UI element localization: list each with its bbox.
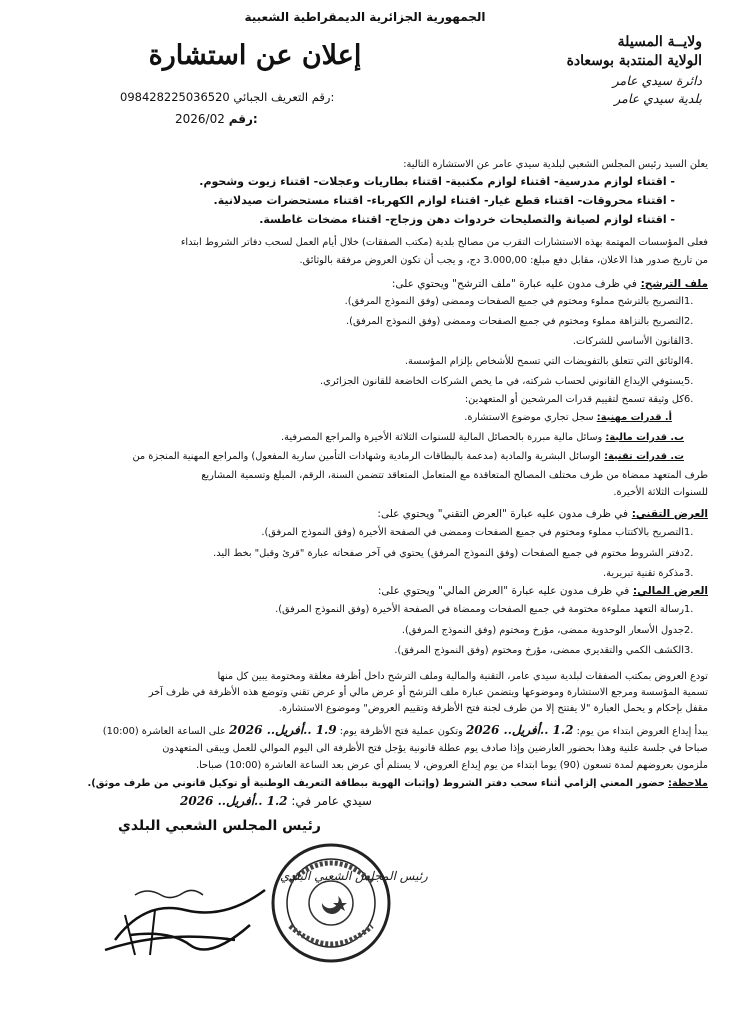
candidature-item-6-text: كل وثيقة تسمح لتقييم قدرات المرشحين أو المتعهدين:: [464, 394, 684, 405]
president-title: رئيس المجلس الشعبي البلدي: [118, 818, 321, 834]
candidature-item-1-text: التصريح بالترشح مملوء ومختوم في جميع الصفحات وممضى (وفق النموذج المرفق).: [344, 296, 684, 307]
financial-heading: [378, 585, 708, 597]
technical-heading-label: العرض التقني:: [631, 508, 708, 520]
item-line-3: - اقتناء لوازم لصيانة والتصليحات خردوات دهن وزجاج- اقتناء مضخات غاطسة.: [259, 213, 675, 226]
capacity-technical-cont-1: طرف المتعهد ممضاة من طرف مختلف المصالح المتعاقدة مع المتعامل المتعاقد تتضمن السنة، الرقم، المبلغ وتسمية المشاريع: [201, 470, 708, 481]
invite-line-1: فعلى المؤسسات المهتمة بهذه الاستشارات التقرب من مصالح بلدية (مكتب الصفقات) خلال أيام العمل لسحب دفاتر الشروط ابتداء: [180, 237, 708, 248]
schedule-start-date: 1.2 ..أفريل.. 2026: [465, 723, 574, 737]
item-line-1: - اقتناء لوازم مدرسية- اقتناء لوازم مكتبية- اقتناء بطاريات وعجلات- اقتناء زيوت وشحوم.: [199, 175, 675, 188]
schedule-line-1: [103, 724, 708, 738]
schedule-opening-date: 1.9 ..أفريل.. 2026: [229, 723, 337, 737]
reference-number: [175, 112, 258, 126]
wilaya-name: ولايــة المسيلة: [617, 34, 702, 50]
reference-number-label: رقم:: [228, 112, 258, 126]
candidature-heading: [392, 278, 708, 290]
note-line: [88, 777, 709, 790]
capacity-professional: [464, 412, 672, 423]
schedule-opening-text: وتكون عملية فتح الأظرفة يوم:: [339, 726, 463, 737]
schedule-line-2: صباحا في جلسة علنية وهذا بحضور العارضين وإذا صادف يوم عطلة قانونية يؤجل فتح الأظرفة الى اليوم الموالي للعمل ويبقى المتعهدون: [162, 743, 708, 754]
reference-number-value: 2026/02: [175, 112, 225, 126]
candidature-item-6: .6كل وثيقة تسمح لتقييم قدرات المرشحين أو المتعهدين:: [464, 394, 694, 405]
candidature-item-3: .3القانون الأساسي للشركات.: [572, 336, 694, 347]
candidature-item-4-text: الوثائق التي تتعلق بالتفويضات التي تسمح للأشخاص بإلزام المؤسسة.: [404, 356, 684, 367]
official-stamp: [270, 842, 392, 964]
signing-date: 1.2 ..أفريل.. 2026: [180, 794, 288, 808]
financial-item-3-text: الكشف الكمي والتقديري ممضى، مؤرخ ومختوم (وفق النموذج المرفق).: [394, 645, 684, 656]
intro-text: يعلن السيد رئيس المجلس الشعبي لبلدية سيدي عامر عن الاستشارة التالية:: [403, 159, 708, 170]
daira-name: دائرة سيدي عامر: [612, 73, 702, 88]
deposit-line-3: مقفل بإحكام و يحمل العبارة "لا يفتتح إلا من طرف لجنة فتح الأظرفة وتقييم العروض" وموضوع الاستشارة.: [278, 703, 708, 714]
financial-item-2: .2جدول الأسعار الوحدوية ممضى، مؤرخ ومختوم (وفق النموذج المرفق).: [401, 625, 694, 636]
financial-heading-label: العرض المالي:: [632, 585, 708, 597]
capacity-technical-cont-2: للسنوات الثلاثة الأخيرة.: [613, 487, 708, 498]
technical-item-1: .1التصريح بالاكتتاب مملوء ومختوم في جميع الصفحات وممضى في الصفحة الأخيرة (وفق النموذج المرفق).: [261, 527, 694, 538]
republic-header: الجمهورية الجزائرية الديمقراطية الشعبية: [244, 10, 486, 24]
financial-item-1-text: رسالة التعهد مملوءة مختومة في جميع الصفحات وممضاة في الصفحة الأخيرة (وفق النموذج المرفق).: [275, 604, 684, 615]
signing-place-date: [180, 794, 372, 808]
commune-name: بلدية سيدي عامر: [614, 91, 702, 106]
financial-item-2-text: جدول الأسعار الوحدوية ممضى، مؤرخ ومختوم (وفق النموذج المرفق).: [401, 625, 684, 636]
capacity-financial: [281, 432, 684, 443]
capacity-professional-label: أ. قدرات مهنية:: [596, 412, 672, 423]
capacity-financial-text: وسائل مالية مبررة بالحصائل المالية للسنوات الثلاثة الأخيرة والمراجع المصرفية.: [281, 432, 603, 443]
schedule-line-3: ملزمون بعروضهم لمدة تسعون (90) يوما ابتداء من يوم إيداع العروض، لا يستلم أي عرض بعد الساعة العاشرة (10:00) صباحا.: [195, 760, 708, 771]
note-text: حضور المعني إلزامي أثناء سحب دفتر الشروط (وإثبات الهوية ببطاقة التعريف الوطنية أو توكيل قانوني من طرف موثق).: [87, 778, 665, 789]
capacity-technical-label: ت. قدرات تقنية:: [604, 451, 684, 462]
candidature-heading-text: في ظرف مدون عليه عبارة "ملف الترشح" ويحتوي على:: [391, 278, 637, 290]
capacity-technical: [132, 451, 684, 462]
invite-line-2: من تاريخ صدور هذا الاعلان، مقابل دفع مبلغ: 3.000,00 دج، و يجب أن تكون العروض مرفقة بالوثائق.: [299, 255, 708, 266]
capacity-financial-label: ب. قدرات مالية:: [605, 432, 684, 443]
technical-item-2-text: دفتر الشروط مختوم في جميع الصفحات (وفق النموذج المرفق) يحتوي في آخر صفحاته عبارة "قرئ وقبل" بخط اليد.: [213, 548, 684, 559]
candidature-item-1: .1التصريح بالترشح مملوء ومختوم في جميع الصفحات وممضى (وفق النموذج المرفق).: [344, 296, 694, 307]
technical-item-2: .2دفتر الشروط مختوم في جميع الصفحات (وفق النموذج المرفق) يحتوي في آخر صفحاته عبارة "قرئ وقبل" بخط اليد.: [213, 548, 694, 559]
technical-item-3: .3مذكرة تقنية تبريرية.: [603, 568, 694, 579]
capacity-technical-text: الوسائل البشرية والمادية (مدعمة بالبطاقات الرمادية وشهادات التأمين سارية المفعول) والمراجع المهنية المنجزة من: [132, 451, 601, 462]
candidature-item-3-text: القانون الأساسي للشركات.: [572, 336, 684, 347]
item-line-2: - اقتناء محروقات- اقتناء قطع غيار- اقتناء لوازم الكهرباء- اقتناء مستحضرات صيدلانية.: [213, 194, 675, 207]
candidature-item-5: .5يستوفي الإيداع القانوني لحساب شركته، في ما يخص الشركات الخاضعة للقانون الجزائري.: [320, 376, 694, 387]
schedule-start-text: يبدأ إيداع العروض ابتداء من يوم:: [576, 726, 708, 737]
signing-place-label: سيدي عامر في:: [291, 794, 372, 808]
deposit-line-1: تودع العروض بمكتب الصفقات لبلدية سيدي عامر، التقنية والمالية وملف الترشح داخل أظرفة مغلقة ومختومة يبين كل منها: [217, 671, 708, 682]
candidature-item-2-text: التصريح بالنزاهة مملوء ومختوم في جميع الصفحات وممضى (وفق النموذج المرفق).: [346, 316, 684, 327]
page-title: إعلان عن استشارة: [148, 40, 362, 71]
deposit-line-2: تسمية المؤسسة ومرجع الاستشارة وموضوعها ويتضمن عبارة ملف الترشح أو عرض مالي أو عرض تقني وتوضع هذه الأظرفة في ظرف آخر: [148, 687, 708, 698]
delegate-wilaya: الولاية المنتدبة بوسعادة: [566, 53, 702, 69]
candidature-item-5-text: يستوفي الإيداع القانوني لحساب شركته، في ما يخص الشركات الخاضعة للقانون الجزائري.: [320, 376, 684, 387]
signature-handwritten-title: رئيس المجلس الشعبي البلدي: [280, 869, 428, 883]
financial-item-3: .3الكشف الكمي والتقديري ممضى، مؤرخ ومختوم (وفق النموذج المرفق).: [394, 645, 694, 656]
financial-heading-text: في ظرف مدون عليه عبارة "العرض المالي" ويحتوي على:: [377, 585, 630, 597]
technical-item-1-text: التصريح بالاكتتاب مملوء ومختوم في جميع الصفحات وممضى في الصفحة الأخيرة (وفق النموذج المرفق).: [261, 527, 684, 538]
note-label: ملاحظة:: [668, 778, 708, 789]
technical-heading-text: في ظرف مدون عليه عبارة "العرض التقني" ويحتوي على:: [377, 508, 629, 520]
capacity-professional-text: سجل تجاري موضوع الاستشارة.: [464, 412, 594, 423]
schedule-opening-time: على الساعة العاشرة (10:00): [102, 726, 226, 737]
fiscal-id-value: 098428225036520: [120, 90, 230, 104]
technical-item-3-text: مذكرة تقنية تبريرية.: [603, 568, 684, 579]
fiscal-id-label: رقم التعريف الجبائي:: [233, 90, 335, 104]
candidature-item-2: .2التصريح بالنزاهة مملوء ومختوم في جميع الصفحات وممضى (وفق النموذج المرفق).: [346, 316, 694, 327]
candidature-heading-label: ملف الترشح:: [640, 278, 708, 290]
technical-heading: [377, 508, 708, 520]
financial-item-1: .1رسالة التعهد مملوءة مختومة في جميع الصفحات وممضاة في الصفحة الأخيرة (وفق النموذج المرفق).: [275, 604, 694, 615]
candidature-item-4: .4الوثائق التي تتعلق بالتفويضات التي تسمح للأشخاص بإلزام المؤسسة.: [404, 356, 694, 367]
fiscal-id-line: [120, 90, 334, 104]
handwritten-signature: [95, 835, 428, 965]
